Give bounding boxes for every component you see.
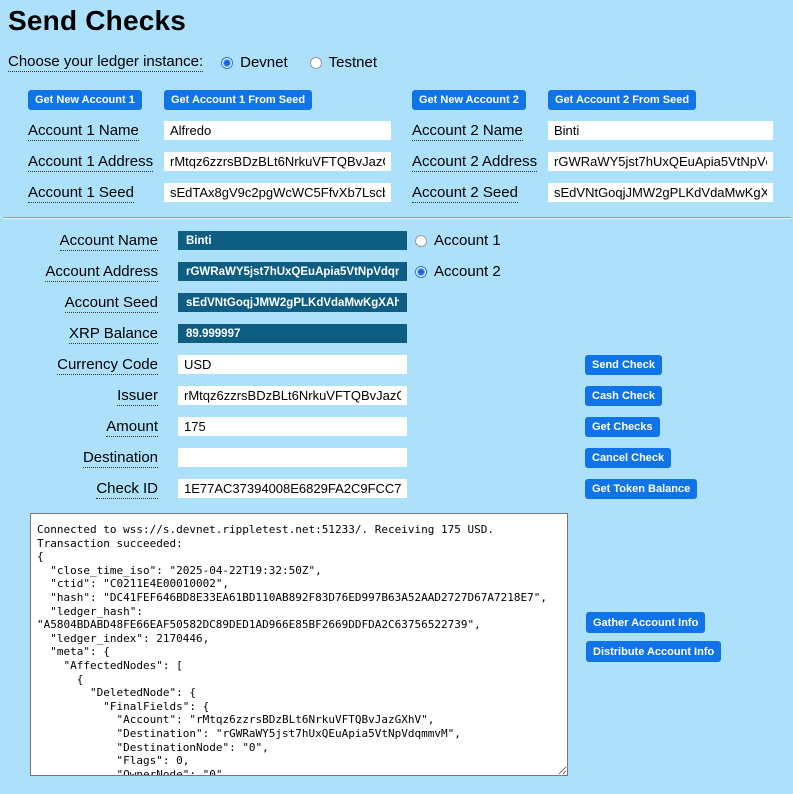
gather-account-info-button[interactable]: Gather Account Info [586, 612, 705, 633]
cash-check-button[interactable]: Cash Check [585, 386, 662, 406]
accounts-setup-grid [0, 90, 793, 202]
account2-radio[interactable] [415, 266, 427, 278]
account-seed-field[interactable] [178, 293, 407, 312]
check-id-label: Check ID [96, 479, 158, 497]
get-new-account2-button[interactable]: Get New Account 2 [412, 90, 526, 110]
issuer-label: Issuer [117, 386, 158, 404]
account1-address-label: Account 1 Address [28, 152, 154, 170]
results-section [30, 513, 793, 776]
account2-address-input[interactable] [548, 152, 773, 171]
account1-seed-label: Account 1 Seed [28, 183, 134, 201]
testnet-radio[interactable] [310, 57, 322, 69]
currency-code-label: Currency Code [57, 355, 158, 373]
destination-label: Destination [82, 448, 158, 466]
account-address-label: Account Address [45, 262, 158, 280]
xrp-balance-field[interactable] [178, 324, 407, 343]
distribute-account-info-button[interactable]: Distribute Account Info [586, 641, 721, 662]
ledger-instance-row [8, 53, 793, 72]
account-info-buttons [586, 513, 721, 662]
get-token-balance-button[interactable]: Get Token Balance [585, 479, 697, 499]
account-address-field[interactable] [178, 262, 407, 281]
account2-radio-label: Account 2 [434, 263, 501, 280]
page-title: Send Checks [8, 5, 187, 36]
send-checks-page [0, 4, 793, 794]
issuer-field[interactable] [178, 386, 407, 405]
account-name-label: Account Name [59, 231, 158, 249]
account-name-field[interactable] [178, 231, 407, 250]
account1-seed-input[interactable] [164, 183, 391, 202]
account1-radio-label: Account 1 [434, 232, 501, 249]
check-form-grid [0, 231, 793, 498]
account1-radio[interactable] [415, 235, 427, 247]
account1-name-label: Account 1 Name [28, 121, 139, 139]
account1-name-input[interactable] [164, 121, 391, 140]
get-account2-from-seed-button[interactable]: Get Account 2 From Seed [548, 90, 696, 110]
amount-field[interactable] [178, 417, 407, 436]
results-textarea[interactable] [30, 513, 568, 776]
account-seed-label: Account Seed [64, 293, 158, 311]
xrp-balance-label: XRP Balance [69, 324, 158, 342]
account2-name-label: Account 2 Name [412, 121, 523, 139]
account1-address-input[interactable] [164, 152, 391, 171]
testnet-radio-label: Testnet [328, 54, 378, 71]
devnet-radio-label: Devnet [240, 54, 288, 71]
get-account1-from-seed-button[interactable]: Get Account 1 From Seed [164, 90, 312, 110]
section-divider [3, 217, 791, 219]
get-checks-button[interactable]: Get Checks [585, 417, 660, 437]
destination-field[interactable] [178, 448, 407, 467]
testnet-radio-pair [310, 54, 377, 71]
send-check-button[interactable]: Send Check [585, 355, 662, 375]
get-new-account1-button[interactable]: Get New Account 1 [28, 90, 142, 110]
devnet-radio[interactable] [221, 57, 233, 69]
account2-name-input[interactable] [548, 121, 773, 140]
devnet-radio-pair [221, 54, 288, 71]
amount-label: Amount [106, 417, 158, 435]
currency-code-field[interactable] [178, 355, 407, 374]
ledger-instance-label: Choose your ledger instance: [8, 53, 204, 70]
check-id-field[interactable] [178, 479, 407, 498]
cancel-check-button[interactable]: Cancel Check [585, 448, 671, 468]
account2-seed-label: Account 2 Seed [412, 183, 518, 201]
account2-address-label: Account 2 Address [412, 152, 538, 170]
account2-seed-input[interactable] [548, 183, 773, 202]
